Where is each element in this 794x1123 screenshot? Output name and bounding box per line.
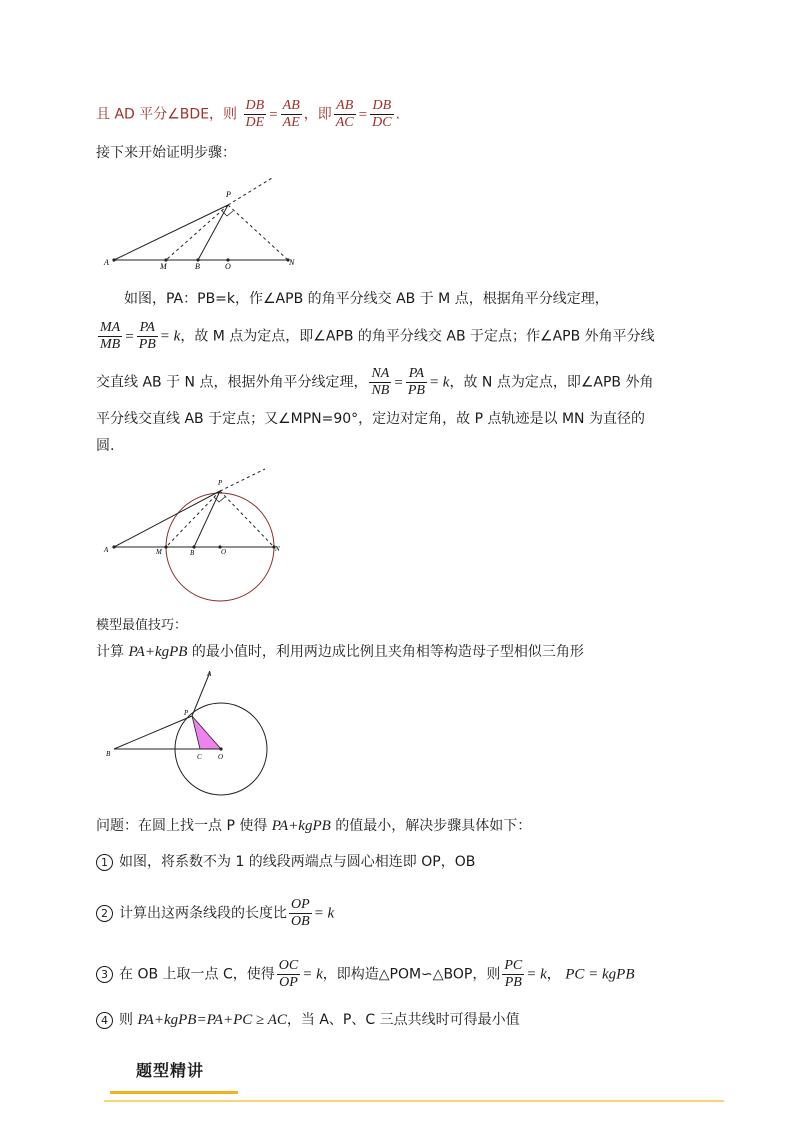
label-a: A <box>207 670 212 678</box>
triangle-poc <box>192 716 221 749</box>
label-o: O <box>225 262 231 271</box>
bisector-pm <box>166 205 228 260</box>
question-tail: 的值最小，解决步骤具体如下： <box>335 818 532 834</box>
frac-ab-ac: $\frac{AB}{AC}$ <box>335 98 354 130</box>
para1-line2-text: ，故 M 点为定点，即∠APB 的角平分线交 AB 于定点；作∠APB 外角平分线 <box>180 328 655 345</box>
label-n: N <box>275 545 280 553</box>
step3-text3: ， <box>546 966 561 983</box>
figure-angle-bisector <box>100 175 300 275</box>
eq-k: = k <box>159 328 181 345</box>
frac-oc-op: $\frac{OC}{OP}$ <box>278 958 299 990</box>
question-expr: PA+kgPB <box>271 818 331 834</box>
step-2 <box>96 897 334 930</box>
eq-sign: = <box>269 106 278 123</box>
step-4 <box>96 1010 520 1030</box>
label-a: A <box>104 258 109 267</box>
intro-end: . <box>395 106 401 123</box>
eq-k: = k <box>428 374 450 391</box>
section-title-underline <box>110 1091 238 1094</box>
frac-db-dc: $\frac{DB}{DC}$ <box>372 98 392 130</box>
intro-line <box>96 98 400 131</box>
figure-apollonius-circle <box>100 465 300 605</box>
step-3 <box>96 958 635 991</box>
para1-line3 <box>96 366 653 399</box>
intro-mid: ，即 <box>303 106 332 123</box>
label-m: M <box>160 262 167 271</box>
point-a <box>112 545 115 548</box>
step-number-1: 1 <box>96 854 113 871</box>
step4-text1: 则 <box>119 1012 133 1028</box>
eq-sign: = <box>358 106 368 123</box>
frac-op-ob: $\frac{OP}{OB}$ <box>291 897 310 929</box>
point-o <box>219 747 222 750</box>
extension-ray <box>220 469 265 491</box>
step4-expr: PA+kgPB=PA+PC ≥ AC <box>137 1012 287 1028</box>
label-b: B <box>106 750 111 758</box>
eq-k: = k <box>526 966 547 983</box>
line-bp <box>114 716 192 749</box>
step1-text: 如图，将系数不为 1 的线段两端点与圆心相连即 OP，OB <box>119 854 476 870</box>
steps-heading: 接下来开始证明步骤： <box>96 145 236 161</box>
step-number-3: 3 <box>96 966 113 983</box>
label-o: O <box>221 548 227 556</box>
question-line <box>96 816 531 836</box>
step-number-2: 2 <box>96 905 113 922</box>
label-b: B <box>190 549 195 557</box>
frac-ma-mb: $\frac{MA}{MB}$ <box>100 320 121 352</box>
eq-k: = k <box>313 905 335 922</box>
point-m <box>164 545 167 548</box>
label-n: N <box>289 258 295 267</box>
frac-na-nb: $\frac{NA}{NB}$ <box>371 366 390 398</box>
line-pb <box>198 205 228 260</box>
label-b: B <box>195 262 200 271</box>
para1-line5: 圆. <box>96 438 115 454</box>
frac-pa-pb: $\frac{PA}{PB}$ <box>138 320 156 352</box>
para1-line4: 平分线交直线 AB 于定点；又∠MPN=90°，定边对定角，故 P 点轨迹是以 MN 为直径的 <box>96 411 645 427</box>
step-1 <box>96 852 475 872</box>
eq-k: = k <box>302 966 323 983</box>
line-pa <box>192 672 210 716</box>
step3-expr: PC = kgPB <box>565 966 635 983</box>
label-p: P <box>218 479 223 487</box>
step-number-4: 4 <box>96 1012 113 1029</box>
section-title: 题型精讲 <box>136 1061 205 1080</box>
label-p: P <box>184 709 189 717</box>
intro-lead: 且 AD 平分∠BDE，则 <box>96 106 238 123</box>
calc-line <box>96 642 584 662</box>
ext-bisector-pn <box>228 205 288 260</box>
line-ap <box>114 205 228 260</box>
step4-text2: ，当 A、P、C 三点共线时可得最小值 <box>286 1012 520 1028</box>
eq-sign: = <box>125 328 134 345</box>
para1-line2 <box>96 320 655 353</box>
model-heading: 模型最值技巧： <box>96 618 188 633</box>
para1-line3-tail: ，故 N 点为定点，即∠APB 外角 <box>449 374 654 391</box>
step3-text1: 在 OB 上取一点 C，使得 <box>119 966 275 983</box>
para1-line1: 如图，PA：PB=k，作∠APB 的角平分线交 AB 于 M 点，根据角平分线定理， <box>124 291 609 307</box>
label-p: P <box>226 190 231 199</box>
eq-sign: = <box>394 374 403 391</box>
frac-pc-pb: $\frac{PC}{PB}$ <box>504 958 523 990</box>
question-lead: 问题：在圆上找一点 P 使得 <box>96 818 268 834</box>
label-o: O <box>218 753 224 761</box>
label-m: M <box>156 548 162 556</box>
label-a: A <box>104 546 109 554</box>
figure-similar-triangles <box>100 668 280 798</box>
calc-tail: 的最小值时，利用两边成比例且夹角相等构造母子型相似三角形 <box>191 644 584 660</box>
step2-text: 计算出这两条线段的长度比 <box>119 905 287 922</box>
para1-line3-text: 交直线 AB 于 N 点，根据外角平分线定理， <box>96 374 368 391</box>
calc-lead: 计算 <box>96 644 124 660</box>
section-divider <box>104 1100 724 1102</box>
point-a <box>112 258 115 261</box>
extension-ray <box>228 178 272 205</box>
frac-pa-pb: $\frac{PA}{PB}$ <box>407 366 425 398</box>
frac-ab-ae: $\frac{AB}{AE}$ <box>282 98 300 130</box>
calc-expr: PA+kgPB <box>128 644 188 660</box>
label-c: C <box>197 753 202 761</box>
step3-text2: ，即构造△POM∽△BOP，则 <box>322 966 501 983</box>
frac-db-de: $\frac{DB}{DE}$ <box>245 98 265 130</box>
